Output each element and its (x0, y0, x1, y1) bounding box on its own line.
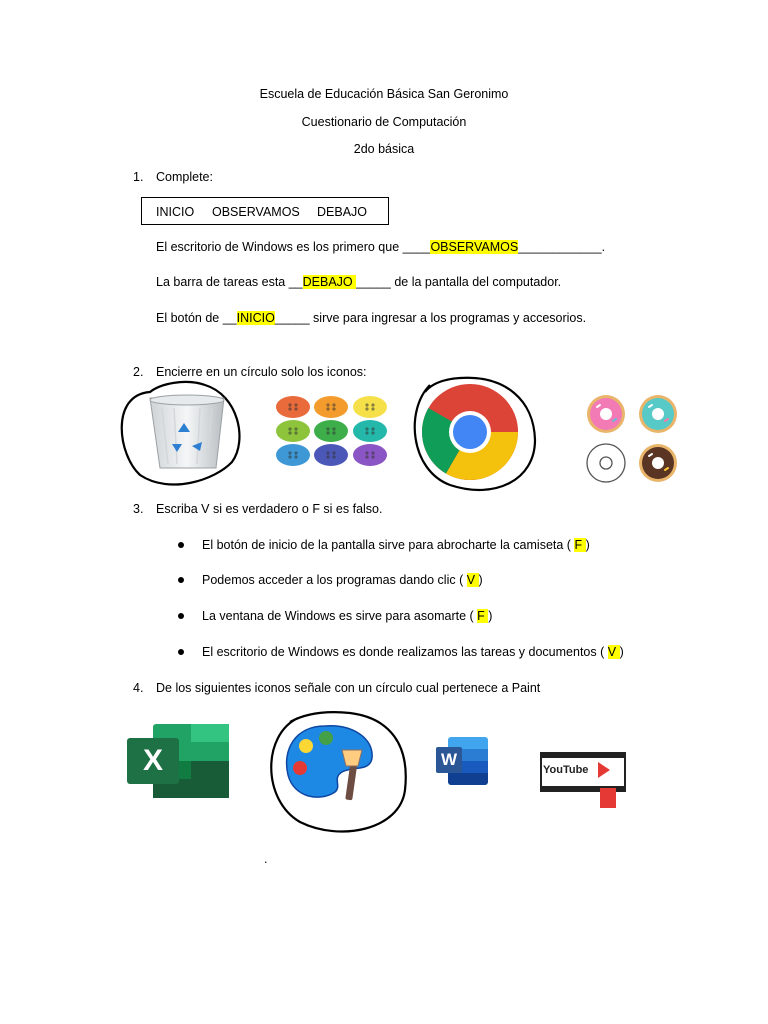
bullet (178, 649, 184, 655)
q3-item-4: El escritorio de Windows es donde realizamos las tareas y documentos ( V ) (202, 645, 624, 659)
cursor-hand-icon (600, 788, 616, 808)
donut (639, 395, 677, 433)
q1-line-3: El botón de __INICIO_____ sirve para ingresar a los programas y accesorios. (156, 311, 587, 325)
paint-icon (280, 720, 380, 810)
grade-label: 2do básica (353, 142, 415, 156)
play-icon (598, 762, 610, 778)
word-bank (141, 197, 389, 225)
q4-instruction: De los siguientes iconos señale con un círculo cual pertenece a Paint (156, 681, 541, 695)
q3-instruction: Escriba V si es verdadero o F si es falso. (156, 502, 383, 516)
answer-highlight: OBSERVAMOS (430, 240, 519, 254)
word-icon (436, 737, 488, 785)
school-name: Escuela de Educación Básica San Geronimo (259, 87, 509, 101)
answer-highlight: DEBAJO (302, 275, 357, 289)
answer-highlight: V (466, 573, 479, 587)
bullet (178, 577, 184, 583)
word-bank-item: INICIO (156, 205, 195, 219)
answer-highlight: F (574, 538, 586, 552)
answer-highlight: V (607, 645, 620, 659)
q3-number: 3. (133, 502, 144, 516)
donut (639, 444, 677, 482)
donut (587, 444, 625, 482)
youtube-text: YouTube (543, 764, 589, 776)
answer-highlight: F (477, 609, 489, 623)
stray-dot: . (264, 852, 268, 866)
q3-item-3: La ventana de Windows es sirve para asomarte ( F ) (202, 609, 493, 623)
chrome-icon (420, 382, 520, 482)
excel-letter: X (127, 738, 179, 784)
bullet (178, 613, 184, 619)
q2-number: 2. (133, 365, 144, 379)
quiz-title: Cuestionario de Computación (301, 115, 467, 129)
q1-line-1: El escritorio de Windows es los primero que ____OBSERVAMOS____________. (156, 240, 606, 254)
q1-line-2: La barra de tareas esta __DEBAJO _____ de la pantalla del computador. (156, 275, 562, 289)
q4-number: 4. (133, 681, 144, 695)
donut (587, 395, 625, 433)
buttons-image (275, 395, 390, 467)
q2-instruction: Encierre en un círculo solo los iconos: (156, 365, 367, 379)
q1-number: 1. (133, 170, 144, 184)
answer-highlight: INICIO (236, 311, 275, 325)
word-bank-item: OBSERVAMOS (212, 205, 300, 219)
bullet (178, 542, 184, 548)
q3-item-2: Podemos acceder a los programas dando clic ( V ) (202, 573, 483, 587)
word-letter: W (436, 747, 462, 773)
youtube-video-icon (540, 752, 626, 810)
word-bank-item: DEBAJO (317, 205, 368, 219)
q1-instruction: Complete: (156, 170, 213, 184)
recycle-bin-icon (148, 392, 228, 472)
donuts-image (585, 393, 681, 483)
clothing-buttons (276, 396, 387, 466)
q3-item-1: El botón de inicio de la pantalla sirve para abrocharte la camiseta ( F ) (202, 538, 590, 552)
excel-icon (127, 724, 229, 798)
